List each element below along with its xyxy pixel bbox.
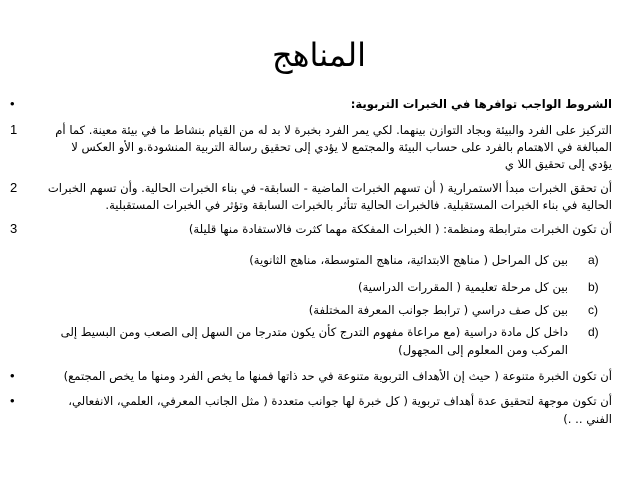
item2-line2: الحالية في بناء الخبرات المستقبلية. فالخبرات الحالية تتأثر بالخبرات السابقة وتؤثر في الخبرات المستقبلية. bbox=[105, 198, 612, 212]
item3-line1: أن تكون الخبرات مترابطة ومنظمة: ( الخبرات المفككة مهما كثرت فالاستفادة منها قليلة) bbox=[188, 222, 612, 236]
section-heading: الشروط الواجب توافرها في الخبرات التربوية: bbox=[350, 97, 612, 111]
item1-line1: التركيز على الفرد والبيئة وبجاد التوازن بينهما. لكي يمر الفرد بخبرة لا بد له من القيام بنشاط ما في بيئة معينة. كما أم bbox=[55, 123, 612, 137]
bullet-marker: • bbox=[10, 368, 15, 383]
item2-line1: أن تحقق الخبرات مبدأ الاستمرارية ( أن تسهم الخبرات الماضية - السابقة- في بناء الخبرات الحالية. وأن تسهم الخبرات bbox=[47, 181, 612, 195]
bullet-marker: • bbox=[10, 96, 15, 111]
number-marker-2: 2 bbox=[10, 180, 18, 195]
bullet5-line2: الفني .. .) bbox=[563, 412, 612, 426]
item1-line2: المبالغة في الاهتمام بالفرد على حساب البيئة والمجتمع لا يؤدي إلى تحقيق رسالة التربية المنشودة.و الأو العكس لا bbox=[71, 140, 612, 154]
bullet-marker: • bbox=[10, 393, 15, 408]
sub-a-text: بين كل المراحل ( مناهج الابتدائية، مناهج المتوسطة، مناهج الثانوية) bbox=[249, 253, 568, 267]
sub-b-text: بين كل مرحلة تعليمية ( المقررات الدراسية) bbox=[358, 280, 568, 294]
sub-marker-c: c) bbox=[588, 303, 598, 317]
bullet5-line1: أن تكون موجهة لتحقيق عدة أهداف تربوية ( كل خبرة لها جوانب متعددة ( مثل الجانب المعرفي، العلمي، الانفعالي، bbox=[68, 394, 612, 408]
number-marker-3: 3 bbox=[10, 221, 18, 236]
sub-marker-b: b) bbox=[588, 280, 599, 294]
bullet4-text: أن تكون الخبرة متنوعة ( حيث إن الأهداف التربوية متنوعة في حد ذاتها فمنها ما يخص الفرد ومنها ما يخص المجتمع) bbox=[63, 369, 612, 383]
item1-line3: يؤدي إلى تحقيق اللا ي bbox=[504, 157, 612, 171]
sub-d-line1: داخل كل مادة دراسية (مع مراعاة مفهوم التدرج كأن يكون متدرجا من السهل إلى الصعب ومن البسيط إلى bbox=[60, 325, 568, 339]
number-marker-1: 1 bbox=[10, 122, 18, 137]
sub-d-line2: المركب ومن المعلوم إلى المجهول) bbox=[398, 343, 568, 357]
sub-marker-d: d) bbox=[588, 325, 599, 339]
slide-title: المناهج bbox=[271, 36, 367, 74]
sub-c-text: بين كل صف دراسي ( ترابط جوانب المعرفة المختلفة) bbox=[308, 303, 568, 317]
sub-marker-a: a) bbox=[588, 253, 599, 267]
